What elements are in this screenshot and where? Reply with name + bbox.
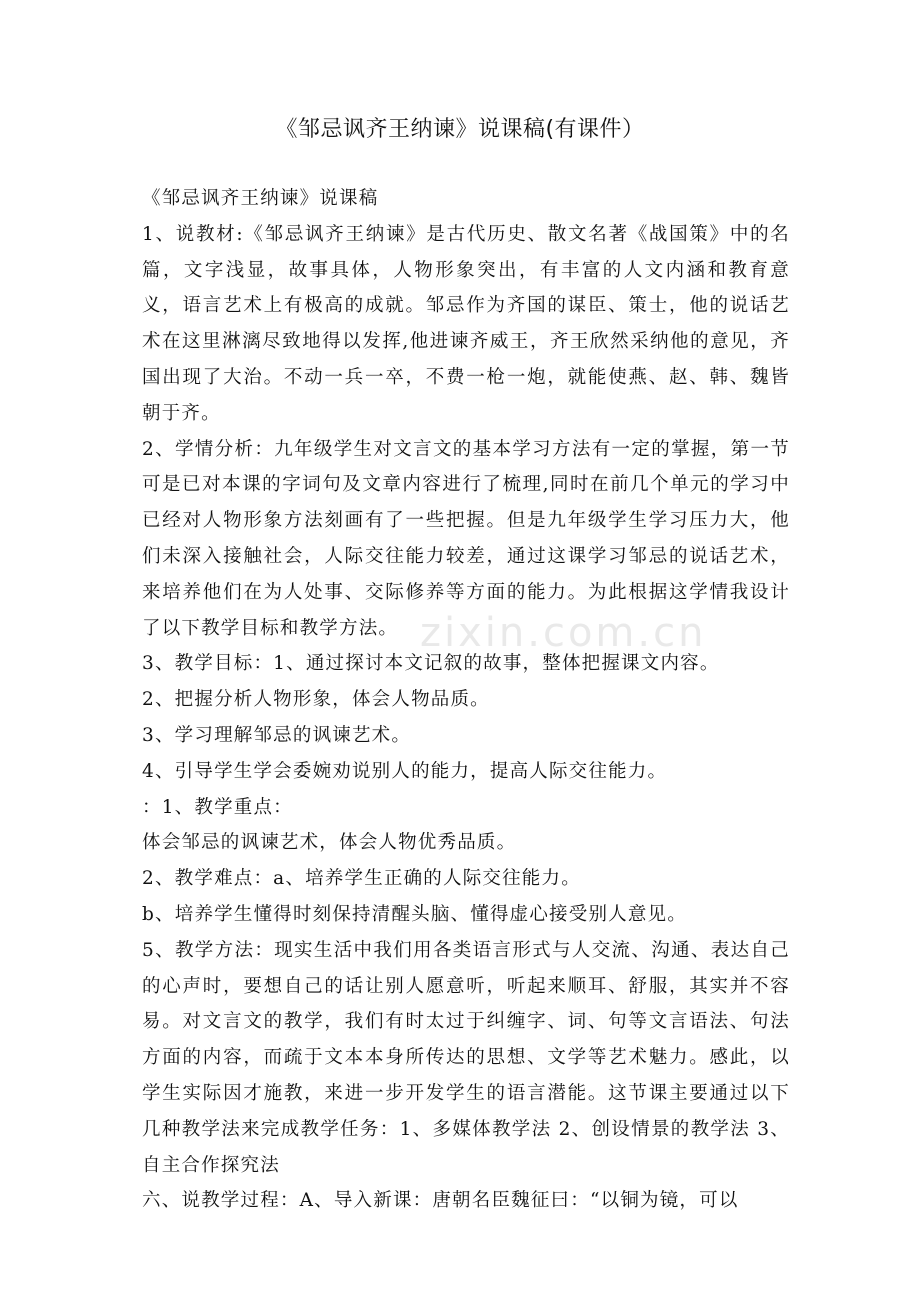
body-paragraph: 2、教学难点：a、培养学生正确的人际交往能力。 xyxy=(142,868,581,890)
body-paragraph: 《邹忌讽齐王纳谏》说课稿 xyxy=(142,188,379,209)
body-paragraph: 3、教学目标：1、通过探讨本文记叙的故事，整体把握课文内容。 xyxy=(142,653,720,675)
body-paragraph: 1、说教材:《邹忌讽齐王纳谏》是古代历史、散文名著《战国策》中的名篇，文字浅显，故事具体，人物形象突出，有丰富的人文内涵和教育意义，语言艺术上有极高的成就。邹忌作为齐国的谋臣、策士，他的说话艺术在这里淋漓尽致地得以发挥,他进谏齐威王，齐王欣然采纳他的意见，齐国出现了大治。不动一兵一卒，不费一枪一炮，就能使燕、赵、韩、魏皆朝于齐。 xyxy=(142,223,790,424)
body-paragraph: 3、学习理解邹忌的讽谏艺术。 xyxy=(142,724,412,746)
body-paragraph: b、培养学生懂得时刻保持清醒头脑、懂得虚心接受别人意见。 xyxy=(142,903,687,925)
body-paragraph: 2、学情分析：九年级学生对文言文的基本学习方法有一定的掌握，第一节可是已对本课的字词句及文章内容进行了梳理,同时在前几个单元的学习中已经对人物形象方法刻画有了一些把握。但是九年级学生学习压力大，他们未深入接触社会，人际交往能力较差，通过这课学习邹忌的说话艺术，来培养他们在为人处事、交际修养等方面的能力。为此根据这学情我设计了以下教学目标和教学方法。 xyxy=(142,438,790,639)
body-paragraph: 5、教学方法：现实生活中我们用各类语言形式与人交流、沟通、表达自己的心声时，要想自己的话让别人愿意听，听起来顺耳、舒服，其实并不容易。对文言文的教学，我们有时太过于纠缠字、词、句等文言语法、句法方面的内容，而疏于文本本身所传达的思想、文学等艺术魅力。感此，以学生实际因才施教，来进一步开发学生的语言潜能。这节课主要通过以下几种教学法来完成教学任务：1、多媒体教学法 2、创设情景的教学法 3、自主合作探究法 xyxy=(142,939,790,1176)
document-title: 《邹忌讽齐王纳谏》说课稿(有课件） xyxy=(275,117,645,142)
watermark: zixin.com.cn xyxy=(420,610,707,656)
body-paragraph: 2、把握分析人物形象，体会人物品质。 xyxy=(142,689,490,711)
document-body xyxy=(142,181,790,1219)
body-paragraph: 4、引导学生学会委婉劝说别人的能力，提高人际交往能力。 xyxy=(142,760,668,782)
body-paragraph: ：1、教学重点： xyxy=(142,796,293,818)
body-paragraph: 六、说教学过程：A、导入新课：唐朝名臣魏征曰：“以铜为镜，可以 xyxy=(142,1190,739,1212)
body-paragraph: 体会邹忌的讽谏艺术，体会人物优秀品质。 xyxy=(142,832,517,854)
